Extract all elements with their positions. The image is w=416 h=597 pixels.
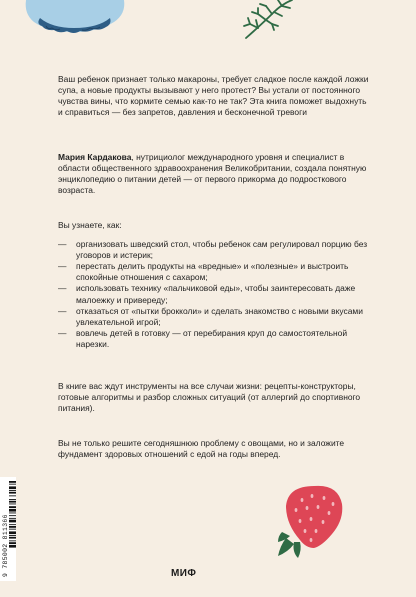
list-item: — отказаться от «пытки брокколи» и сделать знакомство с новыми вкусами увлекательной игрой; [58, 305, 363, 327]
barcode-bar [9, 542, 16, 544]
list-item: — вовлечь детей в готовку — от перебирания круп до самостоятельной нарезки. [58, 327, 348, 349]
learn-intro: Вы узнаете, как: [58, 220, 122, 230]
barcode-bar [9, 484, 16, 485]
barcode-bar [9, 526, 16, 528]
barcode-bar [9, 537, 16, 539]
barcode-bar [9, 540, 16, 541]
barcode-bar [9, 535, 16, 536]
tools-block [58, 381, 370, 414]
barcode-bar [9, 524, 16, 525]
barcode-bar [9, 495, 16, 496]
author-description: , нутрициолог международного уровня и специалист в области общественного здравоохранения Великобритании, создала понятную энциклопедию о питании детей — от первого прикорма до подросткового возраста. [58, 152, 367, 196]
closing-paragraph: Вы не только решите сегодняшнюю проблему с овощами, но и заложите фундамент здоровых отношений с едой на годы вперед. [58, 438, 345, 460]
barcode-bar [9, 509, 16, 512]
barcode-bar [9, 531, 16, 534]
macaron-illustration [22, 0, 128, 40]
author-name: Мария Кардакова [58, 152, 132, 162]
barcode-bar [9, 501, 16, 503]
intro-paragraph: Ваш ребенок признает только макароны, требует сладкое после каждой ложки супа, а новые продукты вызывают у него протест? Вы устали от постоянного чувства вины, что кормите семью как-то не так? Эта книга поможет выдохнуть и справиться — без запретов, давления и бесконечной тревоги [58, 74, 369, 118]
barcode-bar [9, 513, 16, 514]
cover-text [58, 74, 370, 118]
tools-paragraph: В книге вас ждут инструменты на все случаи жизни: рецепты-конструкторы, готовые алгоритмы и разбор сложных ситуаций (от аллергий до спортивного питания). [58, 381, 361, 414]
barcode-bar [9, 492, 16, 494]
author-block [58, 152, 370, 196]
barcode [0, 477, 16, 581]
barcode-bar [9, 481, 16, 483]
isbn-number: 9 785002 811366 [2, 514, 9, 577]
barcode-bar [9, 515, 16, 516]
barcode-bar [9, 490, 16, 491]
strawberry-illustration [278, 476, 350, 558]
barcode-bar [9, 506, 16, 508]
closing-block [58, 438, 370, 460]
publisher-logo: МИФ [171, 568, 197, 579]
barcode-bar [9, 545, 16, 548]
author-paragraph [58, 152, 370, 196]
barcode-bar [9, 520, 16, 523]
herb-sprig-illustration [232, 0, 302, 40]
barcode-bar [9, 529, 16, 530]
list-item: — использовать технику «пальчиковой еды», чтобы заинтересовать даже малоежку и привереду; [58, 283, 356, 305]
barcode-bar [9, 518, 16, 519]
list-item: — перестать делить продукты на «вредные» и «полезные» и выстроить спокойные отношения с сахаром; [58, 261, 349, 283]
list-item: — организовать шведский стол, чтобы ребенок сам регулировал порцию без уговоров и истерик; [58, 239, 368, 261]
learn-list [58, 239, 370, 350]
strawberry-body [286, 486, 342, 548]
learn-block [58, 220, 370, 350]
barcode-bar [9, 504, 16, 505]
macaron-shell [26, 0, 125, 32]
barcode-bar [9, 499, 16, 500]
barcode-bar [9, 486, 16, 489]
